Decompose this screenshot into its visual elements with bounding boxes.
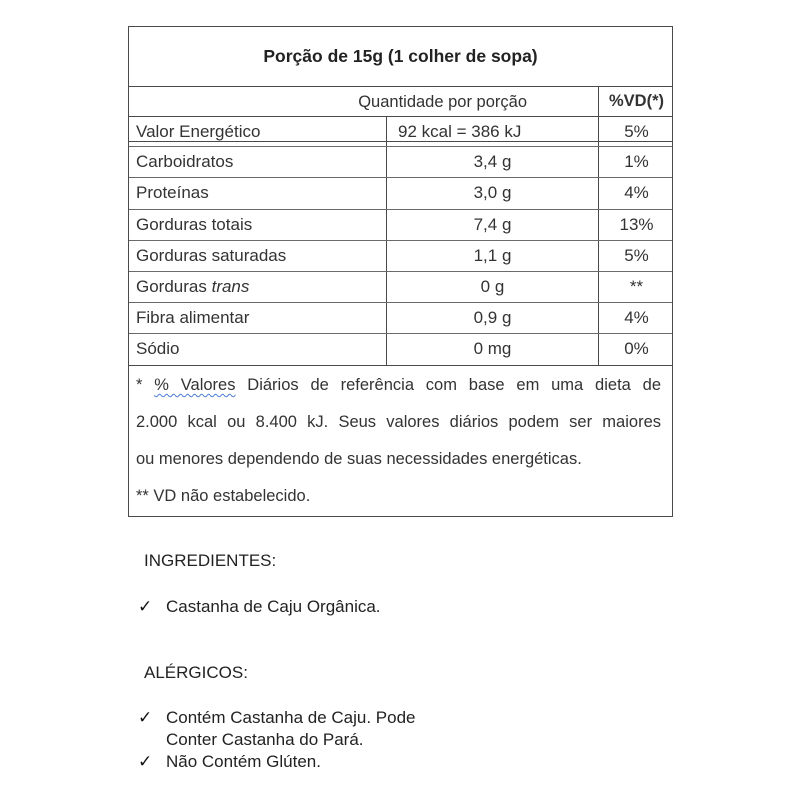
footnote-line: ou menores dependendo de suas necessidades energéticas. bbox=[136, 450, 582, 468]
ingredient-text: Castanha de Caju Orgânica. bbox=[166, 597, 381, 616]
nutrient-daily-value: 5% bbox=[598, 241, 674, 271]
footnote-text: Diários de referência com base em uma dieta de bbox=[235, 376, 661, 394]
nutrient-name: Proteínas bbox=[136, 183, 209, 203]
table-row bbox=[129, 272, 672, 303]
nutrient-daily-value: 0% bbox=[598, 334, 674, 364]
table-row bbox=[129, 116, 672, 147]
nutrient-name bbox=[129, 272, 386, 302]
nutrient-quantity: 92 kcal = 386 kJ bbox=[386, 117, 598, 146]
ingredient-item bbox=[138, 596, 381, 618]
check-icon: ✓ bbox=[138, 752, 153, 771]
table-row bbox=[129, 210, 672, 241]
nutrient-daily-value: 4% bbox=[598, 178, 674, 208]
nutrition-rows bbox=[129, 116, 672, 366]
check-icon: ✓ bbox=[138, 597, 153, 616]
nutrient-name-prefix: Gorduras bbox=[136, 277, 212, 297]
daily-value-header: %VD(*) bbox=[598, 87, 674, 141]
table-row bbox=[129, 178, 672, 209]
nutrient-daily-value: 1% bbox=[598, 147, 674, 177]
footnote-marker: * bbox=[136, 376, 155, 394]
nutrient-quantity: 0,9 g bbox=[386, 303, 598, 333]
footnote-line: 2.000 kcal ou 8.400 kJ. Seus valores diários podem ser maiores bbox=[136, 413, 661, 431]
footnote-line bbox=[136, 367, 661, 404]
nutrient-quantity: 3,0 g bbox=[386, 178, 598, 208]
table-row bbox=[129, 147, 672, 178]
nutrient-name: Fibra alimentar bbox=[136, 308, 250, 328]
allergen-item bbox=[138, 751, 321, 773]
nutrient-daily-value: 5% bbox=[598, 117, 674, 146]
table-row bbox=[129, 334, 672, 365]
nutrient-name: Valor Energético bbox=[136, 121, 261, 141]
nutrient-quantity: 3,4 g bbox=[386, 147, 598, 177]
table-row bbox=[129, 303, 672, 334]
nutrient-name: Carboidratos bbox=[136, 152, 234, 172]
nutrient-name-italic: trans bbox=[211, 277, 250, 297]
ingredients-title: INGREDIENTES: bbox=[144, 551, 277, 570]
nutrient-daily-value: 4% bbox=[598, 303, 674, 333]
check-icon: ✓ bbox=[138, 708, 153, 727]
nutrient-name: Gorduras saturadas bbox=[136, 245, 287, 265]
allergen-item bbox=[138, 707, 416, 751]
allergen-text bbox=[166, 707, 416, 751]
nutrition-title: Porção de 15g (1 colher de sopa) bbox=[129, 27, 672, 87]
nutrient-quantity: 0 mg bbox=[386, 334, 598, 364]
allergens-title: ALÉRGICOS: bbox=[144, 663, 248, 682]
allergen-line: Conter Castanha do Pará. bbox=[166, 730, 364, 749]
allergen-text: Não Contém Glúten. bbox=[166, 752, 321, 771]
nutrition-table bbox=[128, 26, 673, 517]
nutrition-footnote bbox=[136, 367, 661, 515]
table-row bbox=[129, 241, 672, 272]
quantity-header: Quantidade por porção bbox=[358, 92, 527, 111]
nutrient-daily-value: ** bbox=[598, 272, 674, 302]
nutrient-name: Gorduras totais bbox=[136, 214, 253, 234]
nutrient-quantity: 0 g bbox=[386, 272, 598, 302]
nutrient-quantity: 7,4 g bbox=[386, 210, 598, 240]
nutrient-quantity: 1,1 g bbox=[386, 241, 598, 271]
allergen-line: Contém Castanha de Caju. Pode bbox=[166, 708, 416, 727]
nutrient-daily-value: 13% bbox=[598, 210, 674, 240]
footnote-vd-note: ** VD não estabelecido. bbox=[136, 487, 311, 505]
spellcheck-underlined-text: % Valores bbox=[154, 376, 236, 394]
nutrient-name: Sódio bbox=[136, 339, 180, 359]
